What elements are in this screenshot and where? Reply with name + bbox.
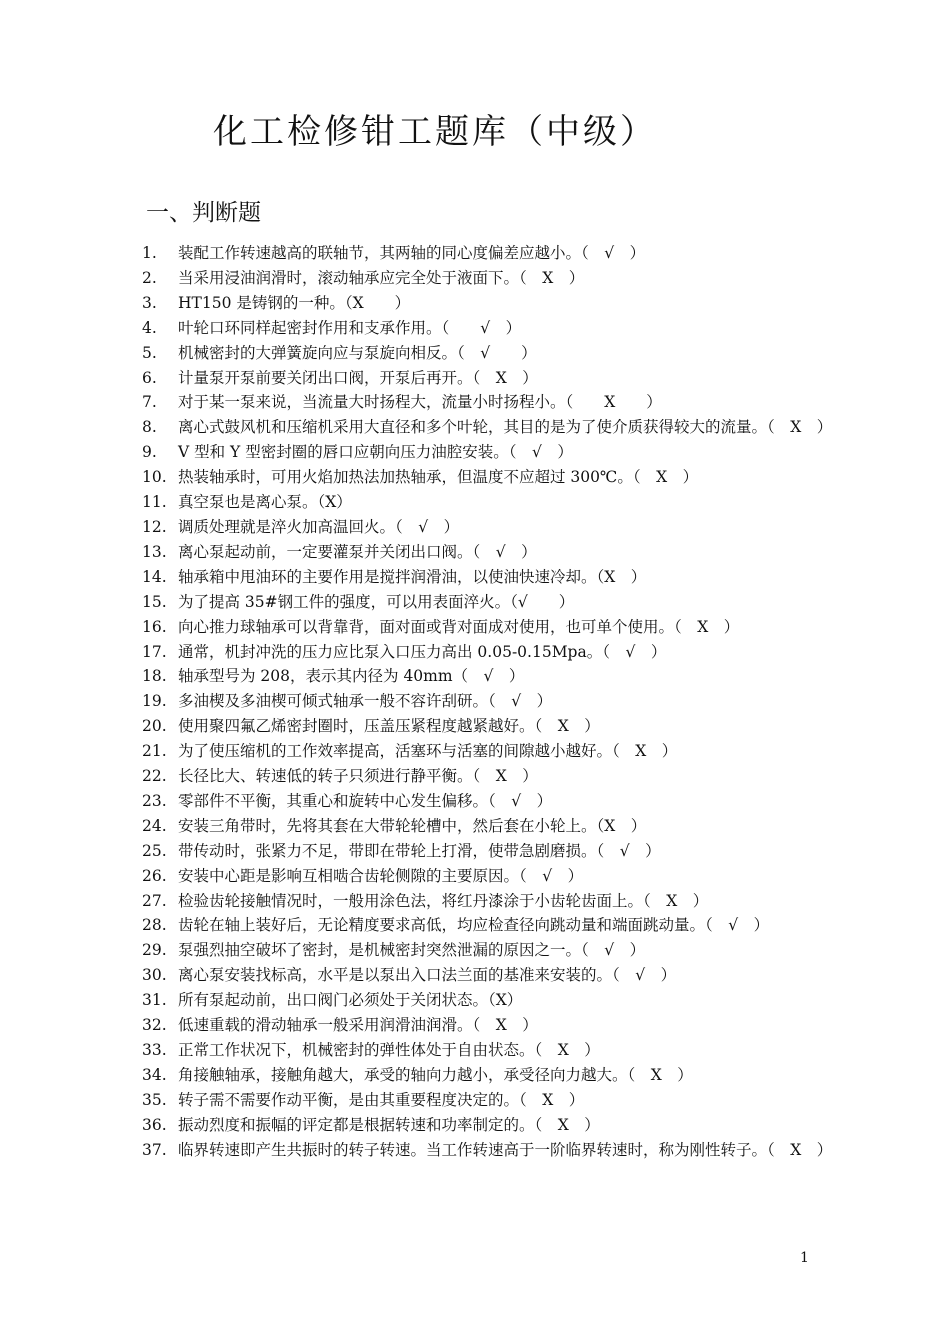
question-text: 轴承型号为 208，表示其内径为 40mm（ √ ）	[178, 667, 525, 686]
question-number: 15.	[142, 592, 167, 611]
question-text: 向心推力球轴承可以背靠背，面对面或背对面成对使用，也可单个使用。（ X ）	[178, 617, 740, 636]
question-number: 5.	[142, 343, 157, 362]
question-item	[142, 1138, 832, 1163]
question-item	[142, 465, 832, 490]
question-item	[142, 241, 832, 266]
question-item	[142, 988, 832, 1013]
question-text: 离心泵起动前，一定要灌泵并关闭出口阀。（ √ ）	[178, 542, 537, 561]
question-text: 当采用浸油润滑时，滚动轴承应完全处于液面下。（ X ）	[178, 268, 585, 287]
question-item	[142, 1013, 832, 1038]
question-number: 12.	[142, 517, 167, 536]
question-item	[142, 440, 832, 465]
question-text: HT150 是铸钢的一种。（X ）	[178, 293, 411, 312]
question-item	[142, 415, 832, 440]
page-number: 1	[800, 1250, 809, 1266]
question-text: 正常工作状况下，机械密封的弹性体处于自由状态。（ X ）	[178, 1041, 600, 1059]
question-number: 1.	[142, 244, 157, 262]
question-text: 零部件不平衡，其重心和旋转中心发生偏移。（ √ ）	[178, 791, 553, 810]
question-text: 检验齿轮接触情况时，一般用涂色法，将红丹漆涂于小齿轮齿面上。（ X ）	[178, 891, 709, 910]
question-text: 角接触轴承，接触角越大，承受的轴向力越小，承受径向力越大。（ X ）	[178, 1065, 693, 1084]
question-item	[142, 864, 832, 889]
question-text: 离心式鼓风机和压缩机采用大直径和多个叶轮，其目的是为了使介质获得较大的流量。（ X ）	[178, 418, 833, 437]
question-item	[142, 490, 832, 515]
document-title: 化工检修钳工题库（中级）	[213, 112, 657, 152]
question-number: 4.	[142, 318, 157, 337]
question-number: 3.	[142, 293, 157, 312]
question-text: 真空泵也是离心泵。（X）	[178, 493, 352, 512]
question-number: 29.	[142, 941, 167, 960]
question-number: 14.	[142, 567, 167, 586]
question-text: 为了使压缩机的工作效率提高，活塞环与活塞的间隙越小越好。（ X ）	[178, 742, 678, 761]
question-item	[142, 1063, 832, 1088]
question-number: 24.	[142, 816, 167, 835]
question-number: 28.	[142, 916, 167, 935]
question-text: 热装轴承时，可用火焰加热法加热轴承，但温度不应超过 300℃。（ X ）	[178, 468, 699, 487]
question-number: 26.	[142, 866, 167, 885]
question-text: 叶轮口环同样起密封作用和支承作用。（ √ ）	[178, 318, 522, 337]
question-number: 7.	[142, 393, 157, 412]
question-text: V 型和 Y 型密封圈的唇口应朝向压力油腔安装。（ √ ）	[178, 443, 573, 462]
question-text: 安装中心距是影响互相啮合齿轮侧隙的主要原因。（ √ ）	[178, 866, 584, 885]
question-text: 所有泵起动前，出口阀门必须处于关闭状态。（X）	[178, 991, 523, 1010]
question-number: 33.	[142, 1041, 167, 1059]
question-item	[142, 640, 832, 665]
question-number: 17.	[142, 642, 167, 661]
question-text: 低速重载的滑动轴承一般采用润滑油润滑。（ X ）	[178, 1016, 538, 1035]
question-item	[142, 764, 832, 789]
question-item	[142, 1038, 832, 1063]
question-text: 振动烈度和振幅的评定都是根据转速和功率制定的。（ X ）	[178, 1115, 600, 1134]
question-number: 31.	[142, 991, 167, 1010]
question-text: 多油楔及多油楔可倾式轴承一般不容许刮研。（ √ ）	[178, 692, 553, 711]
question-text: 轴承箱中甩油环的主要作用是搅拌润滑油，以使油快速冷却。（X ）	[178, 567, 647, 586]
question-item	[142, 615, 832, 640]
question-text: 带传动时，张紧力不足，带即在带轮上打滑，使带急剧磨损。（ √ ）	[178, 841, 661, 860]
question-item	[142, 889, 832, 914]
question-number: 23.	[142, 791, 167, 810]
question-number: 30.	[142, 966, 167, 985]
question-number: 37.	[142, 1140, 167, 1159]
question-text: 计量泵开泵前要关闭出口阀，开泵后再开。（ X ）	[178, 368, 538, 387]
question-number: 9.	[142, 443, 157, 462]
question-item	[142, 913, 832, 938]
question-number: 34.	[142, 1065, 167, 1084]
question-item	[142, 739, 832, 764]
question-number: 20.	[142, 717, 167, 736]
question-item	[142, 390, 832, 415]
question-item	[142, 1113, 832, 1138]
question-item	[142, 540, 832, 565]
question-number: 11.	[142, 493, 167, 512]
question-item	[142, 789, 832, 814]
question-item	[142, 316, 832, 341]
question-text: 临界转速即产生共振时的转子转速。当工作转速高于一阶临界转速时，称为刚性转子。（ X ）	[178, 1140, 833, 1159]
section-heading: 一、判断题	[146, 200, 261, 226]
question-text: 调质处理就是淬火加高温回火。（ √ ）	[178, 517, 460, 536]
question-number: 6.	[142, 368, 157, 387]
question-item	[142, 565, 832, 590]
question-number: 27.	[142, 891, 167, 910]
question-item	[142, 664, 832, 689]
question-item	[142, 714, 832, 739]
question-number: 25.	[142, 841, 167, 860]
question-number: 36.	[142, 1115, 167, 1134]
question-text: 对于某一泵来说，当流量大时扬程大，流量小时扬程小。（ X ）	[178, 393, 662, 412]
question-text: 使用聚四氟乙烯密封圈时，压盖压紧程度越紧越好。（ X ）	[178, 717, 600, 736]
question-item	[142, 963, 832, 988]
question-text: 通常，机封冲洗的压力应比泵入口压力高出 0.05-0.15Mpa。（ √ ）	[178, 642, 667, 661]
question-list	[142, 241, 832, 1163]
question-number: 13.	[142, 542, 167, 561]
question-item	[142, 515, 832, 540]
question-text: 离心泵安装找标高，水平是以泵出入口法兰面的基准来安装的。（ √ ）	[178, 966, 677, 985]
question-text: 机械密封的大弹簧旋向应与泵旋向相反。（ √ ）	[178, 343, 537, 362]
question-item	[142, 689, 832, 714]
question-item	[142, 1088, 832, 1113]
question-text: 安装三角带时，先将其套在大带轮轮槽中，然后套在小轮上。（X ）	[178, 816, 647, 835]
question-text: 长径比大、转速低的转子只须进行静平衡。（ X ）	[178, 767, 538, 786]
question-item	[142, 839, 832, 864]
question-number: 21.	[142, 742, 167, 761]
question-item	[142, 938, 832, 963]
question-item	[142, 341, 832, 366]
question-item	[142, 266, 832, 291]
question-number: 35.	[142, 1090, 167, 1109]
question-text: 为了提高 35#钢工件的强度，可以用表面淬火。（√ ）	[178, 592, 575, 611]
question-number: 32.	[142, 1016, 167, 1035]
question-number: 2.	[142, 268, 157, 287]
question-item	[142, 291, 832, 316]
question-text: 转子需不需要作动平衡，是由其重要程度决定的。（ X ）	[178, 1090, 585, 1109]
question-number: 10.	[142, 468, 167, 487]
question-number: 22.	[142, 767, 167, 786]
question-number: 18.	[142, 667, 167, 686]
question-item	[142, 814, 832, 839]
question-item	[142, 590, 832, 615]
question-text: 泵强烈抽空破坏了密封，是机械密封突然泄漏的原因之一。（ √ ）	[178, 941, 646, 960]
question-text: 齿轮在轴上装好后，无论精度要求高低，均应检查径向跳动量和端面跳动量。（ √ ）	[178, 916, 770, 935]
question-item	[142, 366, 832, 391]
question-number: 19.	[142, 692, 167, 711]
question-number: 8.	[142, 418, 157, 437]
question-number: 16.	[142, 617, 167, 636]
question-text: 装配工作转速越高的联轴节，其两轴的同心度偏差应越小。（ √ ）	[178, 244, 646, 262]
